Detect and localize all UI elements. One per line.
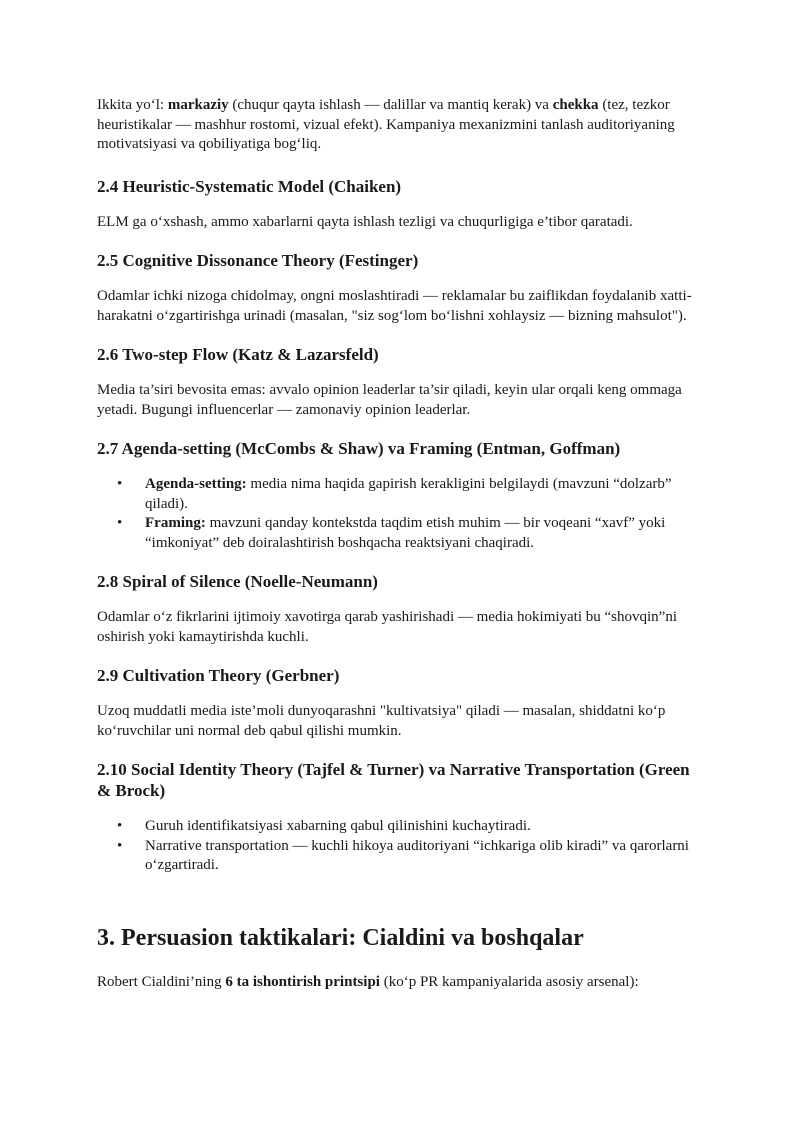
bold-term: Framing: [145,515,206,531]
bold-term: 6 ta ishontirish printsipi [225,973,380,990]
list-item: • Agenda-setting: media nima haqida gapirish kerakligini belgilaydi (mavzuni “dolzarb” qiladi). [117,476,672,512]
section-heading: 2.4 Heuristic-Systematic Model (Chaiken) [97,176,402,196]
bold-term: chekka [552,97,599,113]
section-heading: 2.5 Cognitive Dissonance Theory (Festinger) [97,251,419,270]
bullet-icon: • [117,515,123,531]
bullet-list [97,475,697,553]
bullet-icon: • [117,818,123,834]
document-page [97,96,697,992]
section-heading: 2.7 Agenda-setting (McCombs & Shaw) va Framing (Entman, Goffman) [97,439,621,458]
section-heading: 2.6 Two-step Flow (Katz & Lazarsfeld) [97,345,379,364]
bullet-icon: • [117,837,123,854]
intro-paragraph: Ikkita yo‘l: markaziy (chuqur qayta ishlash — dalillar va mantiq kerak) va chekka (tez, tezkor heuristikalar — mashhur rostomi, vizual efekt). Kampaniya mexanizmini tanlash auditoriyaning motivatsiyasi va qobiliyatiga bog‘liq. [97,97,675,152]
section-heading: 2.10 Social Identity Theory (Tajfel & Turner) va Narrative Transportation (Green & Brock) [97,760,690,800]
section-paragraph: Odamlar o‘z fikrlarini ijtimoiy xavotirga qarab yashirishadi — media hokimiyati bu “shovqin”ni oshirish yoki kamaytirishda kuchli. [97,609,678,645]
bullet-icon: • [117,476,123,492]
chapter-heading: 3. Persuasion taktikalari: Cialdini va boshqalar [97,924,584,951]
section-paragraph: Robert Cialdini’ning 6 ta ishontirish printsipi (ko‘p PR kampaniyalarida asosiy arsenal): [97,973,639,990]
list-item: • Narrative transportation — kuchli hikoya auditoriyani “ichkariga olib kiradi” va qarorlarni o‘zgartiradi. [117,837,689,873]
section-heading: 2.9 Cultivation Theory (Gerbner) [97,666,340,685]
section-heading: 2.8 Spiral of Silence (Noelle-Neumann) [97,572,378,591]
bullet-list [97,817,697,876]
section-paragraph: Uzoq muddatli media iste’moli dunyoqarashni "kultivatsiya" qiladi — masalan, shiddatni ko‘p ko‘ruvchilar uni normal deb qabul qilishi mumkin. [97,703,666,739]
section-paragraph: ELM ga o‘xshash, ammo xabarlarni qayta ishlash tezligi va chuqurligiga e’tibor qaratadi. [97,213,633,230]
section-paragraph: Odamlar ichki nizoga chidolmay, ongni moslashtiradi — reklamalar bu zaiflikdan foydalanib xatti-harakatni o‘zgartirishga urinadi (masalan, "siz sog‘lom bo‘lishni xohlaysiz — bizning mahsulot"). [97,288,692,324]
list-item: • Framing: mavzuni qanday kontekstda taqdim etish muhim — bir voqeani “xavf” yoki “imkoniyat” deb doiralashtirish boshqacha reaktsiyani chaqiradi. [117,515,666,551]
list-item: • Guruh identifikatsiyasi xabarning qabul qilinishini kuchaytiradi. [97,817,697,837]
bold-term: Agenda-setting: [145,476,247,492]
bold-term: markaziy [167,97,229,113]
section-paragraph: Media ta’siri bevosita emas: avvalo opinion leaderlar ta’sir qiladi, keyin ular orqali keng ommaga yetadi. Bugungi influencerlar — zamonaviy opinion leaderlar. [97,382,682,418]
